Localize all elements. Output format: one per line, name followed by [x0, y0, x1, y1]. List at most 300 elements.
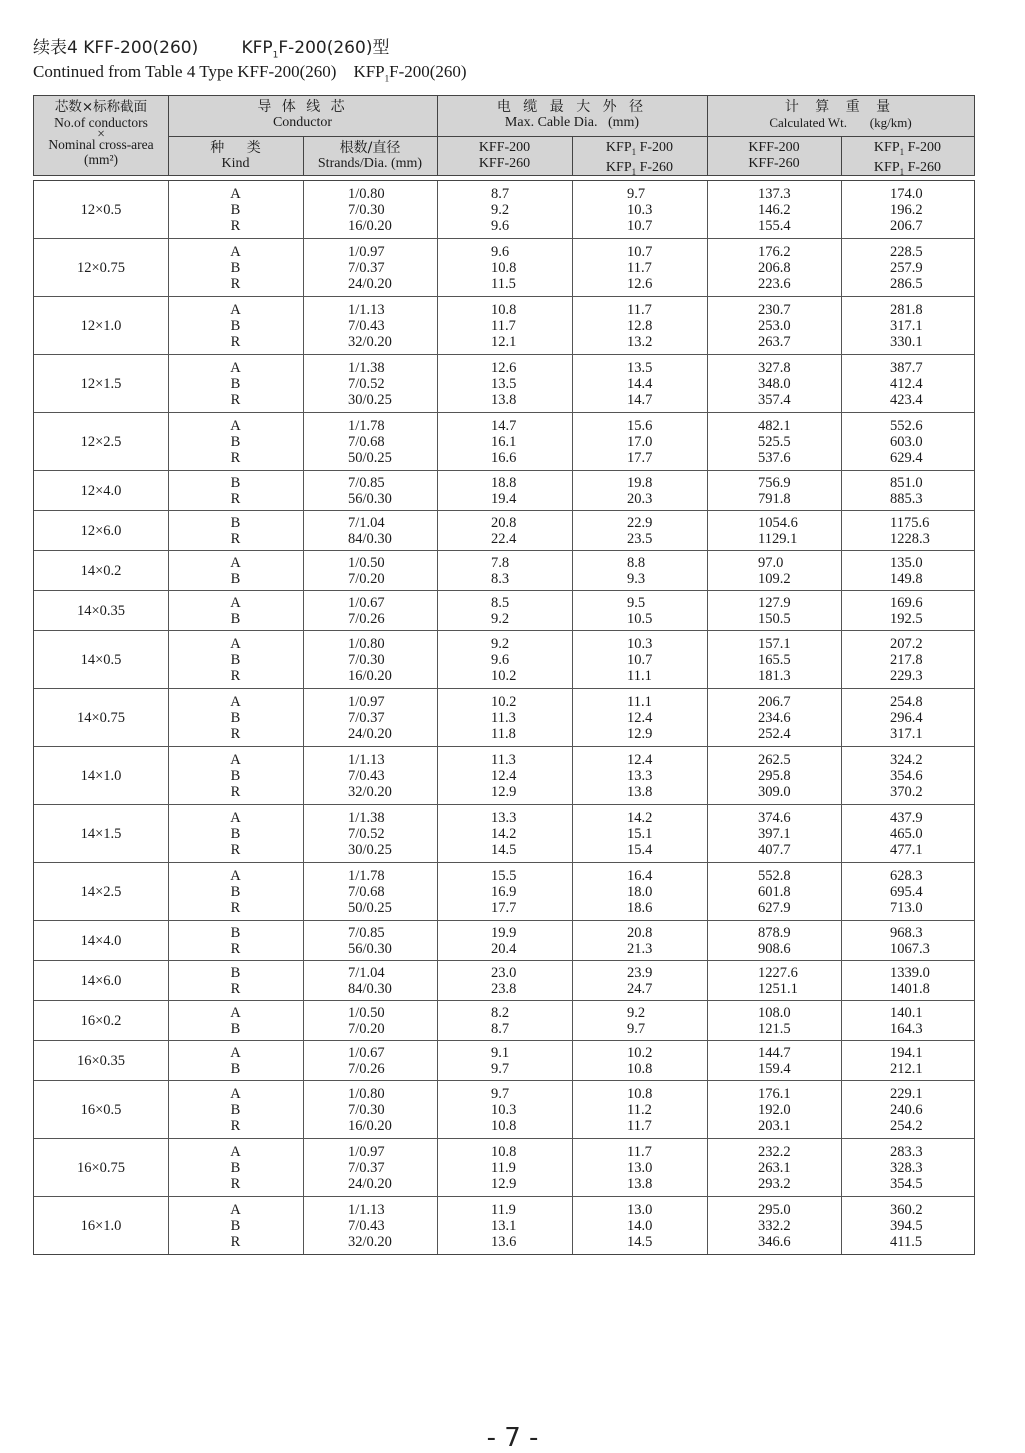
cell-dia-kfp-value: 13.8	[627, 783, 653, 800]
cell-dia-kfp-value: 18.0	[627, 883, 653, 900]
cell-size	[34, 591, 168, 630]
cell-wt-kfp-value: 1067.3	[890, 940, 930, 957]
cell-dia-kfp-value: 13.0	[627, 1159, 653, 1176]
cell-kind-value: A	[230, 554, 241, 571]
cell-dia-kfp-value: 10.5	[627, 610, 653, 627]
cell-dia-kff-value: 10.3	[491, 1101, 517, 1118]
cell-dia-kff-value: 11.3	[491, 751, 516, 768]
cell-strands-value: 7/0.26	[348, 1060, 385, 1077]
cell-size	[34, 961, 168, 1000]
cell-kind-value: B	[230, 964, 241, 981]
header-dia-kfp-b: KFP	[605, 159, 632, 175]
cell-kind-value: A	[230, 1085, 241, 1102]
cell-dia-kfp-value: 12.4	[627, 751, 653, 768]
cell-wt-kfp-value: 296.4	[890, 709, 923, 726]
cell-wt-kfp-value: 354.5	[890, 1175, 923, 1192]
table-body	[33, 180, 975, 1255]
cell-strands-value: 24/0.20	[348, 725, 392, 742]
cell-dia-kfp	[572, 921, 707, 960]
title-cn-sub: 1	[272, 50, 279, 61]
cell-size	[34, 413, 168, 470]
cell-wt-kfp-value: 477.1	[890, 841, 923, 858]
cell-strands-value: 1/0.80	[348, 1085, 385, 1102]
cell-strands-value: 7/0.30	[348, 201, 385, 218]
cell-kind	[168, 551, 303, 590]
cell-dia-kff	[437, 511, 572, 550]
cell-dia-kff	[437, 689, 572, 746]
cell-kind-value: A	[230, 1004, 241, 1021]
cell-strands	[303, 1041, 437, 1080]
cell-wt-kfp	[841, 1139, 974, 1196]
header-dia-en: Max. Cable Dia.	[504, 115, 598, 130]
cell-dia-kfp-value: 23.9	[627, 964, 653, 981]
title-en-mid: KFP	[353, 62, 385, 81]
cell-dia-kfp-value: 21.3	[627, 940, 653, 957]
table-row	[34, 355, 974, 413]
cell-wt-kff-value: 295.0	[758, 1202, 791, 1218]
size-value: 14×0.2	[80, 562, 122, 579]
cell-wt-kff	[707, 591, 841, 630]
cell-wt-kfp-value: 286.5	[890, 275, 923, 292]
cell-wt-kfp	[841, 631, 974, 688]
cell-dia-kfp-value: 20.3	[627, 490, 653, 507]
cell-wt-kfp-value: 240.6	[890, 1101, 923, 1118]
cell-kind-value: B	[230, 201, 241, 218]
cell-kind	[168, 689, 303, 746]
cell-dia-kff	[437, 551, 572, 590]
cell-wt-kfp-value: 360.2	[890, 1202, 923, 1218]
table-row	[34, 239, 974, 297]
cell-strands-value: 7/0.52	[348, 375, 385, 392]
cell-dia-kff	[437, 631, 572, 688]
cell-strands	[303, 413, 437, 470]
cell-strands-value: 32/0.20	[348, 783, 392, 800]
cell-wt-kfp-value: 713.0	[890, 899, 923, 916]
cell-wt-kfp-value: 370.2	[890, 783, 923, 800]
cell-strands-value: 1/1.38	[348, 359, 385, 376]
cell-kind-value: R	[230, 783, 241, 800]
size-value: 16×1.0	[80, 1218, 122, 1234]
cell-strands-value: 7/0.52	[348, 825, 385, 842]
header-wt-kfp-b: KFP	[873, 159, 900, 175]
cell-kind-value: B	[230, 317, 241, 334]
cell-dia-kfp	[572, 689, 707, 746]
table-row	[34, 1001, 974, 1041]
cell-kind-value: B	[230, 767, 241, 784]
cell-dia-kff-value: 8.2	[491, 1004, 510, 1021]
cell-wt-kfp-value: 212.1	[890, 1060, 923, 1077]
cell-dia-kfp-value: 9.7	[627, 1020, 646, 1037]
cell-kind	[168, 1001, 303, 1040]
cell-wt-kff-value: 230.7	[758, 301, 791, 318]
cell-kind-value: R	[230, 275, 241, 292]
table-row	[34, 1139, 974, 1197]
cell-strands-value: 32/0.20	[348, 1234, 392, 1250]
title-en-prefix: Continued from Table 4 Type KFF-200(260)	[33, 62, 337, 81]
cell-strands	[303, 747, 437, 804]
cell-dia-kfp	[572, 1041, 707, 1080]
cell-wt-kfp-value: 354.6	[890, 767, 923, 784]
header-col-size-unit: (mm²)	[83, 152, 119, 167]
cell-wt-kfp	[841, 355, 974, 412]
cell-wt-kfp-value: 281.8	[890, 301, 923, 318]
cell-dia-kff-value: 9.2	[491, 610, 510, 627]
cell-kind-value: R	[230, 667, 241, 684]
cell-wt-kff-value: 627.9	[758, 899, 791, 916]
cell-kind-value: B	[230, 474, 241, 491]
cell-kind-value: R	[230, 217, 241, 234]
cell-wt-kff-value: 144.7	[758, 1044, 791, 1061]
size-value: 14×1.5	[80, 825, 122, 842]
cell-wt-kff	[707, 297, 841, 354]
cell-strands-value: 1/1.38	[348, 809, 385, 826]
cell-wt-kff-value: 537.6	[758, 449, 791, 466]
title-cn-suffix: F-200(260)型	[278, 38, 390, 58]
cell-wt-kff-value: 482.1	[758, 417, 791, 434]
cell-wt-kfp	[841, 471, 974, 510]
cell-wt-kff	[707, 1041, 841, 1080]
table-row	[34, 863, 974, 921]
cell-dia-kff-value: 11.5	[491, 275, 516, 292]
header-dia-kfp260: F-260	[636, 159, 674, 175]
cell-size	[34, 863, 168, 920]
cell-size	[34, 297, 168, 354]
cell-strands-value: 1/0.97	[348, 693, 385, 710]
cell-wt-kff-value: 181.3	[758, 667, 791, 684]
header-dia-kff260: KFF-260	[478, 156, 531, 171]
cell-dia-kff	[437, 181, 572, 238]
table-row	[34, 747, 974, 805]
cell-wt-kfp-value: 206.7	[890, 217, 923, 234]
cell-wt-kff-value: 407.7	[758, 841, 791, 858]
title-cn-prefix: 续表4 KFF-200(260)	[33, 38, 199, 58]
cell-size	[34, 631, 168, 688]
cell-strands-value: 84/0.30	[348, 980, 392, 997]
cell-kind-value: R	[230, 490, 241, 507]
header-dia-unit: (mm)	[607, 115, 640, 130]
cell-kind-value: B	[230, 1101, 241, 1118]
header-wt-kff	[707, 140, 841, 172]
header-col-size-en1: No.of conductors	[54, 115, 148, 130]
cell-kind-value: R	[230, 940, 241, 957]
header-dia-kfp-sub2: 1	[631, 166, 637, 177]
cell-wt-kfp-value: 317.1	[890, 725, 923, 742]
cell-kind-value: A	[230, 1202, 241, 1218]
cell-strands-value: 7/0.68	[348, 433, 385, 450]
cell-wt-kff-value: 137.3	[758, 185, 791, 202]
cell-dia-kff-value: 16.6	[491, 449, 517, 466]
cell-dia-kfp-value: 10.3	[627, 635, 653, 652]
cell-dia-kfp-value: 9.5	[627, 594, 646, 611]
header-divider	[168, 136, 974, 137]
cell-kind	[168, 511, 303, 550]
cell-dia-kff-value: 12.1	[491, 333, 517, 350]
title-en-sub: 1	[384, 73, 390, 84]
cell-dia-kfp	[572, 805, 707, 862]
header-col-size-cn: 芯数×标称截面	[54, 99, 148, 115]
cell-wt-kfp-value: 174.0	[890, 185, 923, 202]
cell-wt-kff	[707, 631, 841, 688]
cell-wt-kfp	[841, 689, 974, 746]
cell-wt-kfp-value: 169.6	[890, 594, 923, 611]
cell-wt-kff-value: 357.4	[758, 391, 791, 408]
cell-size	[34, 805, 168, 862]
cell-dia-kfp-value: 23.5	[627, 530, 653, 547]
size-value: 12×0.75	[76, 259, 126, 276]
table-row	[34, 689, 974, 747]
size-value: 12×4.0	[80, 482, 122, 499]
cell-dia-kff	[437, 355, 572, 412]
table-row	[34, 1081, 974, 1139]
cell-strands-value: 7/0.30	[348, 651, 385, 668]
cell-kind	[168, 591, 303, 630]
cell-kind-value: R	[230, 980, 241, 997]
cell-wt-kfp-value: 217.8	[890, 651, 923, 668]
cell-strands-value: 50/0.25	[348, 449, 392, 466]
cell-wt-kff-value: 525.5	[758, 433, 791, 450]
cell-wt-kfp	[841, 805, 974, 862]
size-value: 14×2.5	[80, 883, 122, 900]
header-kind-en: Kind	[221, 156, 250, 171]
cell-dia-kfp	[572, 747, 707, 804]
cell-wt-kff-value: 295.8	[758, 767, 791, 784]
cell-dia-kff	[437, 1001, 572, 1040]
header-wt-kff200: KFF-200	[748, 140, 800, 155]
cell-dia-kff-value: 9.1	[491, 1044, 510, 1061]
cell-strands	[303, 239, 437, 296]
cell-dia-kff-value: 13.6	[491, 1234, 517, 1250]
cell-wt-kfp-value: 628.3	[890, 867, 923, 884]
cell-wt-kff-value: 253.0	[758, 317, 791, 334]
cell-dia-kfp-value: 10.2	[627, 1044, 653, 1061]
cell-dia-kff-value: 23.8	[491, 980, 517, 997]
cell-dia-kfp-value: 14.5	[627, 1234, 653, 1250]
cell-dia-kff-value: 10.2	[491, 667, 517, 684]
cell-dia-kfp	[572, 863, 707, 920]
cell-wt-kfp	[841, 413, 974, 470]
table-row	[34, 921, 974, 961]
cell-wt-kff-value: 397.1	[758, 825, 791, 842]
cell-dia-kfp-value: 11.2	[627, 1101, 652, 1118]
cell-dia-kff-value: 23.0	[491, 964, 517, 981]
cell-size	[34, 1001, 168, 1040]
cell-wt-kff-value: 791.8	[758, 490, 791, 507]
size-value: 12×6.0	[80, 522, 122, 539]
cell-wt-kfp-value: 387.7	[890, 359, 923, 376]
size-value: 14×0.75	[76, 709, 126, 726]
cell-kind-value: A	[230, 301, 241, 318]
header-wt-kfp200: F-200	[904, 140, 942, 155]
cell-wt-kff	[707, 1001, 841, 1040]
cell-kind-value: B	[230, 924, 241, 941]
cell-kind-value: A	[230, 635, 241, 652]
cell-dia-kfp-value: 11.1	[627, 693, 652, 710]
cell-kind	[168, 355, 303, 412]
cell-kind-value: B	[230, 610, 241, 627]
cell-dia-kfp-value: 15.1	[627, 825, 653, 842]
cell-strands-value: 7/0.37	[348, 259, 385, 276]
cell-strands	[303, 1197, 437, 1255]
table-row	[34, 591, 974, 631]
cell-strands-value: 1/1.78	[348, 417, 385, 434]
cell-strands-value: 7/0.85	[348, 474, 385, 491]
cell-dia-kfp	[572, 239, 707, 296]
cell-wt-kff-value: 146.2	[758, 201, 791, 218]
cell-wt-kfp-value: 1228.3	[890, 530, 930, 547]
header-kind-cn: 种 类	[210, 140, 261, 156]
table-row	[34, 413, 974, 471]
cell-dia-kfp-value: 10.7	[627, 651, 653, 668]
cell-wt-kfp	[841, 1197, 974, 1255]
cell-size	[34, 747, 168, 804]
cell-strands	[303, 1001, 437, 1040]
cell-dia-kff-value: 10.8	[491, 259, 517, 276]
cell-strands	[303, 921, 437, 960]
cell-strands	[303, 1139, 437, 1196]
cell-dia-kfp	[572, 471, 707, 510]
cell-dia-kfp-value: 24.7	[627, 980, 653, 997]
cell-dia-kfp-value: 11.7	[627, 259, 652, 276]
cell-kind-value: B	[230, 1020, 241, 1037]
cell-dia-kfp	[572, 355, 707, 412]
table-title-cn	[33, 33, 389, 60]
cell-strands-value: 1/0.50	[348, 554, 385, 571]
cell-wt-kff	[707, 805, 841, 862]
cell-dia-kfp-value: 9.3	[627, 570, 646, 587]
cell-size	[34, 551, 168, 590]
cell-dia-kff-value: 10.8	[491, 1143, 517, 1160]
cell-dia-kfp-value: 18.6	[627, 899, 653, 916]
cell-kind-value: R	[230, 899, 241, 916]
header-dia-kfp	[572, 140, 707, 180]
cell-wt-kfp	[841, 591, 974, 630]
cell-dia-kfp-value: 14.7	[627, 391, 653, 408]
cell-kind	[168, 413, 303, 470]
cell-wt-kff	[707, 1139, 841, 1196]
cell-kind-value: B	[230, 570, 241, 587]
cell-wt-kfp-value: 629.4	[890, 449, 923, 466]
cell-dia-kff-value: 8.7	[491, 1020, 510, 1037]
table-row	[34, 471, 974, 511]
cell-dia-kfp-value: 19.8	[627, 474, 653, 491]
cell-strands-value: 1/0.80	[348, 635, 385, 652]
cell-kind-value: R	[230, 1175, 241, 1192]
cell-dia-kfp-value: 13.0	[627, 1202, 653, 1218]
header-weight-en: Calculated Wt.	[769, 115, 848, 130]
cell-dia-kfp-value: 14.4	[627, 375, 653, 392]
cell-dia-kff-value: 16.1	[491, 433, 517, 450]
cell-wt-kfp-value: 851.0	[890, 474, 923, 491]
cell-kind-value: A	[230, 359, 241, 376]
cell-wt-kff-value: 97.0	[758, 554, 784, 571]
cell-wt-kff-value: 1251.1	[758, 980, 798, 997]
cell-dia-kfp-value: 15.4	[627, 841, 653, 858]
cell-wt-kfp-value: 149.8	[890, 570, 923, 587]
cell-wt-kfp	[841, 921, 974, 960]
header-conductor	[168, 99, 437, 131]
cell-dia-kff-value: 8.5	[491, 594, 510, 611]
table-row	[34, 297, 974, 355]
cell-strands-value: 7/0.26	[348, 610, 385, 627]
cell-strands-value: 7/1.04	[348, 964, 385, 981]
cell-wt-kff	[707, 689, 841, 746]
cell-dia-kfp-value: 17.7	[627, 449, 653, 466]
cell-strands	[303, 471, 437, 510]
table-row	[34, 961, 974, 1001]
cell-dia-kff-value: 9.2	[491, 201, 510, 218]
size-value: 14×4.0	[80, 932, 122, 949]
cell-kind-value: R	[230, 391, 241, 408]
title-cn-mid: KFP	[241, 38, 273, 58]
cell-strands-value: 16/0.20	[348, 667, 392, 684]
cell-kind-value: B	[230, 1218, 241, 1234]
cell-wt-kfp-value: 411.5	[890, 1234, 923, 1250]
cell-dia-kff-value: 10.2	[491, 693, 517, 710]
cell-wt-kff-value: 327.8	[758, 359, 791, 376]
cell-dia-kff-value: 7.8	[491, 554, 510, 571]
cell-wt-kff-value: 252.4	[758, 725, 791, 742]
cell-strands-value: 7/0.20	[348, 570, 385, 587]
cell-wt-kfp-value: 394.5	[890, 1218, 923, 1234]
cell-size	[34, 239, 168, 296]
cell-dia-kfp	[572, 1197, 707, 1255]
cell-strands	[303, 631, 437, 688]
cell-wt-kfp	[841, 297, 974, 354]
cell-dia-kfp-value: 11.7	[627, 1143, 652, 1160]
cell-wt-kfp-value: 317.1	[890, 317, 923, 334]
size-value: 12×1.0	[80, 317, 122, 334]
size-value: 16×0.35	[76, 1052, 126, 1069]
cell-kind	[168, 1139, 303, 1196]
cell-wt-kff-value: 374.6	[758, 809, 791, 826]
cell-wt-kfp-value: 194.1	[890, 1044, 923, 1061]
cell-dia-kff-value: 16.9	[491, 883, 517, 900]
page-number: - 7 -	[486, 1423, 539, 1453]
cell-dia-kff	[437, 921, 572, 960]
cell-dia-kfp-value: 12.6	[627, 275, 653, 292]
cell-dia-kff-value: 18.8	[491, 474, 517, 491]
cell-kind-value: R	[230, 530, 241, 547]
cell-strands-value: 1/0.67	[348, 1044, 385, 1061]
cell-wt-kfp	[841, 511, 974, 550]
cell-strands	[303, 355, 437, 412]
header-strands-en: Strands/Dia. (mm)	[317, 156, 423, 171]
cell-wt-kff	[707, 181, 841, 238]
cell-kind	[168, 239, 303, 296]
header-wt-kfp-a: KFP	[873, 140, 900, 155]
cell-wt-kff-value: 1227.6	[758, 964, 798, 981]
cell-wt-kfp-value: 192.5	[890, 610, 923, 627]
cell-dia-kfp-value: 8.8	[627, 554, 646, 571]
cell-wt-kfp	[841, 551, 974, 590]
cell-strands-value: 1/1.13	[348, 751, 385, 768]
cell-strands	[303, 961, 437, 1000]
cell-strands-value: 7/0.43	[348, 767, 385, 784]
header-wt-kfp-sub: 1	[899, 146, 905, 157]
cell-strands-value: 7/1.04	[348, 514, 385, 531]
cell-dia-kff-value: 13.1	[491, 1218, 517, 1234]
cell-strands-value: 7/0.30	[348, 1101, 385, 1118]
cell-dia-kff	[437, 805, 572, 862]
cell-kind-value: B	[230, 1060, 241, 1077]
cell-dia-kfp	[572, 961, 707, 1000]
cell-dia-kff-value: 20.4	[491, 940, 517, 957]
cell-kind-value: B	[230, 651, 241, 668]
cell-dia-kfp-value: 9.7	[627, 185, 646, 202]
cell-dia-kfp	[572, 413, 707, 470]
cell-kind	[168, 1197, 303, 1255]
cell-wt-kff-value: 878.9	[758, 924, 791, 941]
